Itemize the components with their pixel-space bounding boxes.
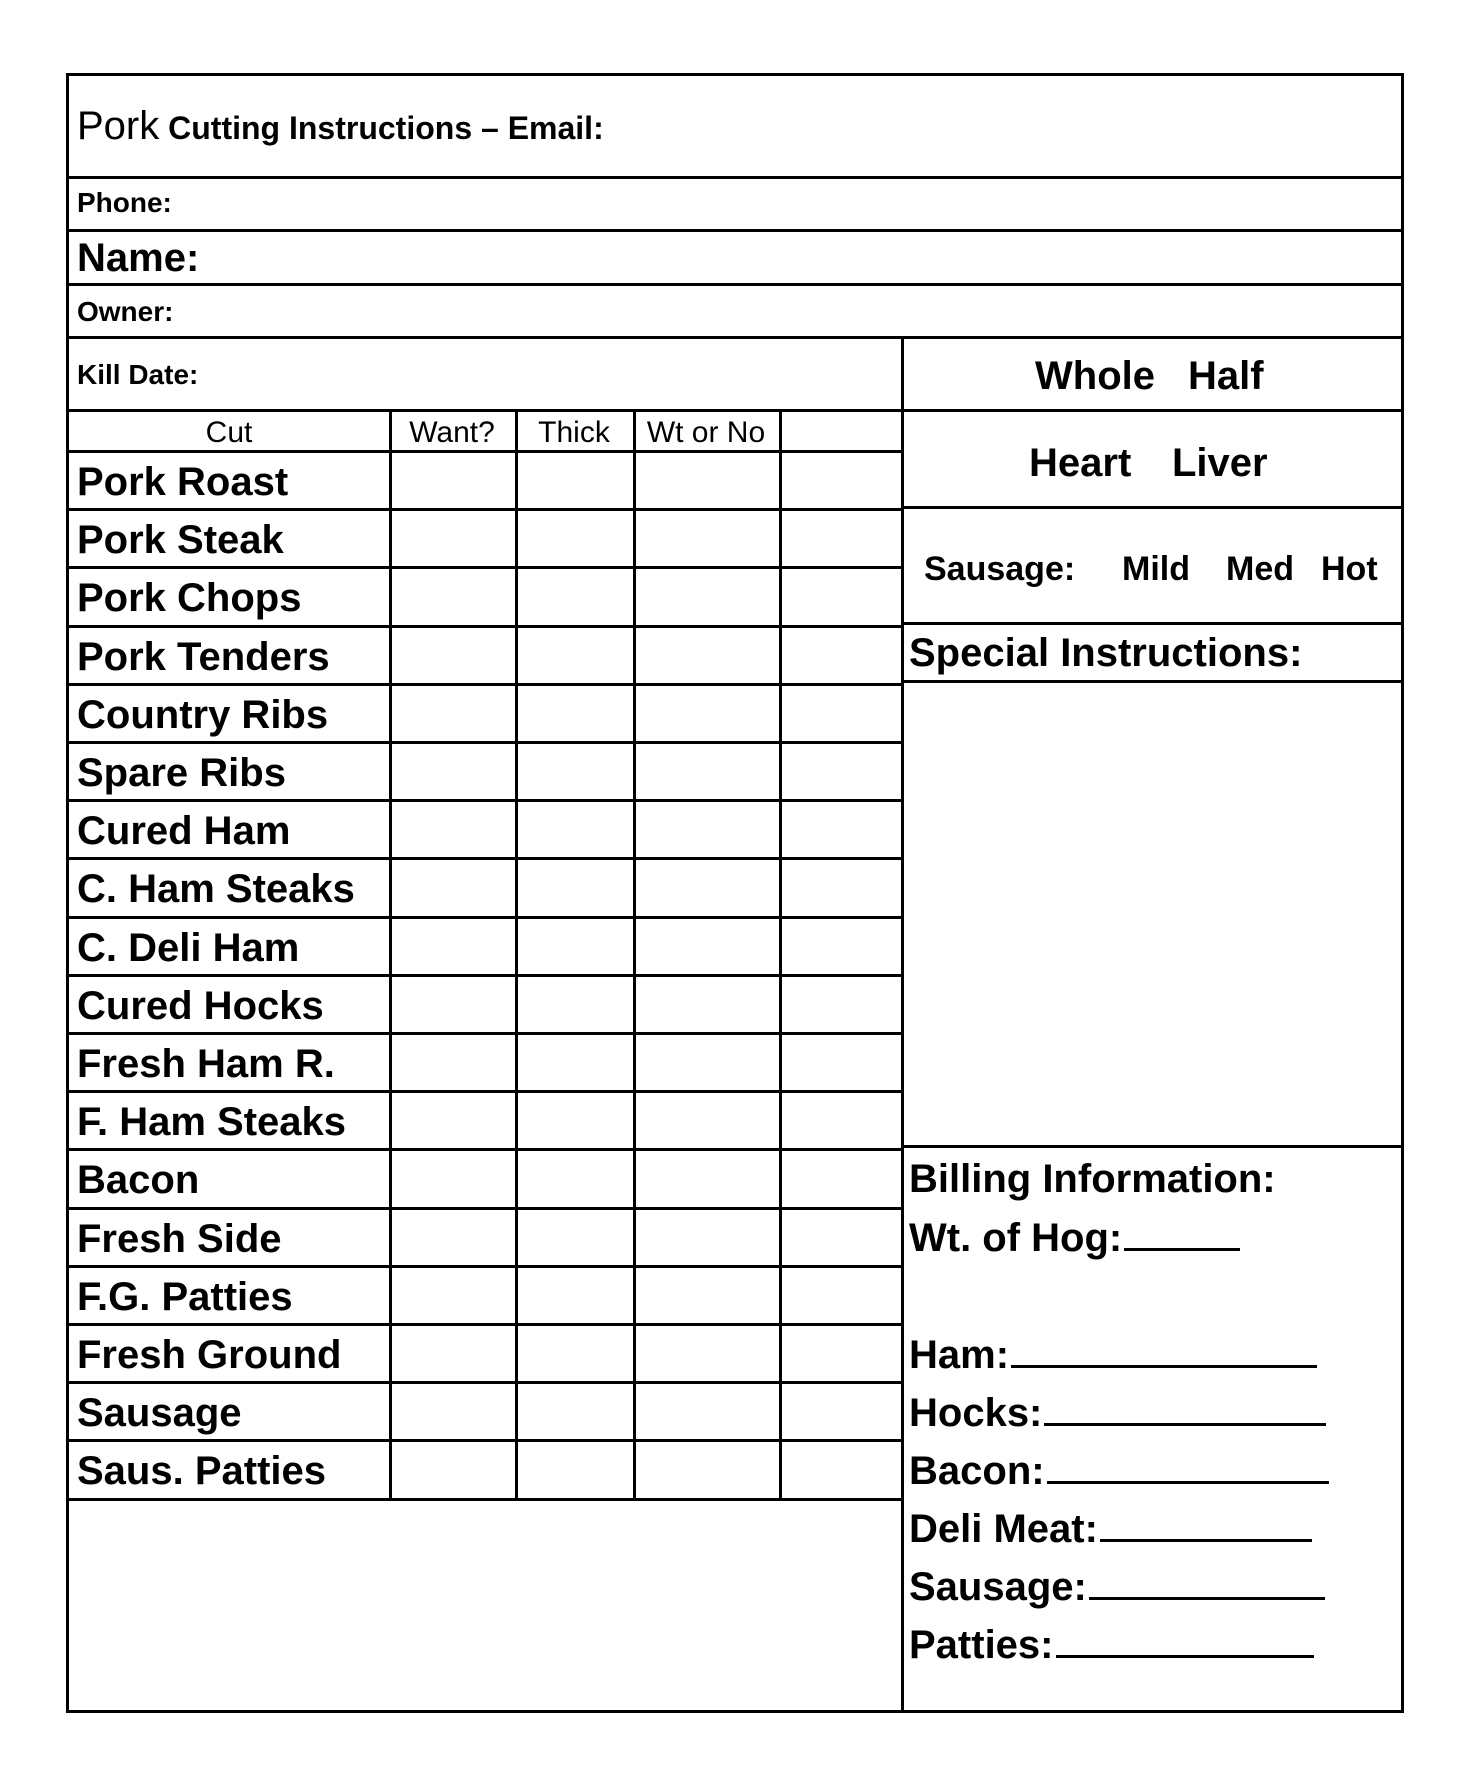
- cut-entry-cell[interactable]: [782, 686, 901, 741]
- cut-entry-cell[interactable]: [782, 569, 901, 624]
- cut-name: Fresh Ground: [77, 1333, 342, 1377]
- cut-entry-cell[interactable]: [518, 1093, 633, 1148]
- billing-deli-meat-label: Deli Meat:: [909, 1507, 1098, 1551]
- column-header-cut: Cut: [205, 416, 253, 449]
- cut-entry-cell[interactable]: [636, 628, 779, 683]
- cut-entry-cell[interactable]: [636, 744, 779, 799]
- form-title: [77, 106, 604, 146]
- cut-entry-cell[interactable]: [392, 1210, 515, 1265]
- phone-label: Phone:: [77, 187, 172, 218]
- cut-entry-cell[interactable]: [636, 686, 779, 741]
- cut-entry-cell[interactable]: [782, 1035, 901, 1090]
- cut-entry-cell[interactable]: [636, 453, 779, 508]
- cut-entry-cell[interactable]: [782, 744, 901, 799]
- special-instructions-label: Special Instructions:: [909, 631, 1303, 675]
- cut-entry-cell[interactable]: [782, 860, 901, 915]
- cutting-instructions-form: [66, 73, 1404, 1713]
- cut-entry-cell[interactable]: [392, 686, 515, 741]
- billing-bacon-label: Bacon:: [909, 1449, 1045, 1493]
- cut-name: Fresh Side: [77, 1216, 282, 1261]
- cut-entry-cell[interactable]: [782, 1268, 901, 1323]
- billing-ham-label: Ham:: [909, 1333, 1010, 1377]
- cut-entry-cell[interactable]: [518, 569, 633, 624]
- cut-name: C. Ham Steaks: [77, 867, 355, 912]
- cut-entry-cell[interactable]: [518, 686, 633, 741]
- cut-entry-cell[interactable]: [392, 453, 515, 508]
- sausage-heat-label: Sausage:: [924, 550, 1076, 588]
- cut-entry-cell[interactable]: [636, 1326, 779, 1381]
- cut-entry-cell[interactable]: [518, 1384, 633, 1439]
- billing-sausage-line: [909, 1567, 1325, 1607]
- cut-entry-cell[interactable]: [392, 744, 515, 799]
- cut-entry-cell[interactable]: [782, 919, 901, 974]
- billing-hocks-label: Hocks:: [909, 1391, 1043, 1435]
- kill-date-label: Kill Date:: [77, 359, 199, 390]
- billing-patties-line: [909, 1625, 1314, 1665]
- cut-entry-cell[interactable]: [636, 511, 779, 566]
- cut-entry-cell[interactable]: [518, 919, 633, 974]
- cut-entry-cell[interactable]: [392, 1151, 515, 1206]
- cut-entry-cell[interactable]: [782, 802, 901, 857]
- cut-entry-cell[interactable]: [636, 1442, 779, 1497]
- cut-entry-cell[interactable]: [518, 1442, 633, 1497]
- cut-entry-cell[interactable]: [518, 802, 633, 857]
- billing-title: Billing Information:: [909, 1157, 1276, 1201]
- title-word-pork: Pork: [77, 104, 160, 148]
- hog-weight-blank[interactable]: [1124, 1246, 1240, 1251]
- cut-entry-cell[interactable]: [518, 628, 633, 683]
- cut-name: Fresh Ham R.: [77, 1042, 335, 1086]
- heart-option: Heart: [1029, 441, 1132, 485]
- cut-entry-cell[interactable]: [782, 628, 901, 683]
- cut-name: Pork Steak: [77, 518, 284, 563]
- cut-name: Saus. Patties: [77, 1449, 327, 1494]
- cut-entry-cell[interactable]: [782, 1151, 901, 1206]
- billing-deli-meat-blank[interactable]: [1100, 1537, 1312, 1542]
- cut-entry-cell[interactable]: [518, 1268, 633, 1323]
- owner-label: Owner:: [77, 296, 174, 327]
- cut-name: Sausage: [77, 1391, 242, 1436]
- table-row-line: [69, 1498, 901, 1501]
- cut-entry-cell[interactable]: [392, 1035, 515, 1090]
- cut-entry-cell[interactable]: [782, 1326, 901, 1381]
- cut-name: Cured Hocks: [77, 983, 324, 1028]
- cut-entry-cell[interactable]: [782, 511, 901, 566]
- cut-entry-cell[interactable]: [518, 1035, 633, 1090]
- cut-name: F. Ham Steaks: [77, 1100, 347, 1145]
- cut-entry-cell[interactable]: [636, 1151, 779, 1206]
- title-email-label: Cutting Instructions – Email:: [159, 110, 604, 146]
- cut-entry-cell[interactable]: [392, 860, 515, 915]
- billing-sausage-label: Sausage:: [909, 1565, 1087, 1609]
- cut-entry-cell[interactable]: [782, 453, 901, 508]
- cut-entry-cell[interactable]: [392, 919, 515, 974]
- cut-entry-cell[interactable]: [392, 1093, 515, 1148]
- cut-entry-cell[interactable]: [392, 1326, 515, 1381]
- cut-entry-cell[interactable]: [782, 1384, 901, 1439]
- column-header-thick: Thick: [538, 416, 610, 449]
- hog-weight-label: Wt. of Hog:: [909, 1216, 1123, 1260]
- billing-hocks-blank[interactable]: [1044, 1421, 1326, 1426]
- billing-patties-blank[interactable]: [1056, 1653, 1314, 1658]
- cut-entry-cell[interactable]: [636, 1384, 779, 1439]
- sausage-mild-option: Mild: [1122, 550, 1190, 588]
- cut-entry-cell[interactable]: [636, 860, 779, 915]
- cut-entry-cell[interactable]: [518, 977, 633, 1032]
- cut-entry-cell[interactable]: [636, 1035, 779, 1090]
- cut-entry-cell[interactable]: [392, 511, 515, 566]
- cut-entry-cell[interactable]: [392, 977, 515, 1032]
- cut-entry-cell[interactable]: [636, 1210, 779, 1265]
- billing-ham-blank[interactable]: [1011, 1363, 1317, 1368]
- cut-entry-cell[interactable]: [636, 802, 779, 857]
- cut-entry-cell[interactable]: [518, 744, 633, 799]
- cut-entry-cell[interactable]: [518, 1151, 633, 1206]
- cut-entry-cell[interactable]: [518, 453, 633, 508]
- cut-entry-cell[interactable]: [518, 1210, 633, 1265]
- billing-ham-line: [909, 1335, 1317, 1375]
- cut-entry-cell[interactable]: [392, 1384, 515, 1439]
- cut-entry-cell[interactable]: [518, 1326, 633, 1381]
- cut-entry-cell[interactable]: [636, 569, 779, 624]
- sausage-hot-option: Hot: [1321, 550, 1378, 588]
- cut-entry-cell[interactable]: [636, 1268, 779, 1323]
- cut-name: Cured Ham: [77, 809, 291, 854]
- cut-name: Bacon: [77, 1158, 200, 1203]
- cut-entry-cell[interactable]: [392, 569, 515, 624]
- cut-entry-cell[interactable]: [392, 802, 515, 857]
- whole-option: Whole: [1035, 354, 1155, 398]
- cut-entry-cell[interactable]: [782, 1210, 901, 1265]
- cut-name: Pork Roast: [77, 460, 289, 504]
- column-header-wt-or-no: Wt or No: [646, 416, 766, 449]
- cut-entry-cell[interactable]: [636, 919, 779, 974]
- cut-entry-cell[interactable]: [392, 628, 515, 683]
- cut-name: Pork Tenders: [77, 634, 330, 679]
- cut-name: Pork Chops: [77, 576, 302, 621]
- cut-name: Country Ribs: [77, 692, 329, 737]
- cut-name: Spare Ribs: [77, 751, 286, 795]
- billing-deli-meat-line: [909, 1509, 1312, 1549]
- cut-entry-cell[interactable]: [782, 1442, 901, 1497]
- cut-entry-cell[interactable]: [392, 1268, 515, 1323]
- billing-bacon-blank[interactable]: [1047, 1479, 1329, 1484]
- billing-hocks-line: [909, 1393, 1326, 1433]
- sausage-med-option: Med: [1226, 550, 1294, 588]
- hog-weight-line: [909, 1218, 1240, 1258]
- cut-entry-cell[interactable]: [782, 977, 901, 1032]
- billing-bacon-line: [909, 1451, 1329, 1491]
- billing-patties-label: Patties:: [909, 1623, 1054, 1667]
- liver-option: Liver: [1172, 441, 1268, 485]
- cut-name: F.G. Patties: [77, 1274, 293, 1319]
- cut-entry-cell[interactable]: [636, 977, 779, 1032]
- cut-entry-cell[interactable]: [636, 1093, 779, 1148]
- cut-name: C. Deli Ham: [77, 925, 300, 970]
- column-header-want: Want?: [409, 416, 495, 449]
- name-label: Name:: [77, 236, 200, 280]
- cut-entry-cell[interactable]: [782, 1093, 901, 1148]
- cut-entry-cell[interactable]: [392, 1442, 515, 1497]
- half-option: Half: [1188, 354, 1264, 398]
- billing-sausage-blank[interactable]: [1089, 1595, 1325, 1600]
- cut-entry-cell[interactable]: [518, 860, 633, 915]
- cut-entry-cell[interactable]: [518, 511, 633, 566]
